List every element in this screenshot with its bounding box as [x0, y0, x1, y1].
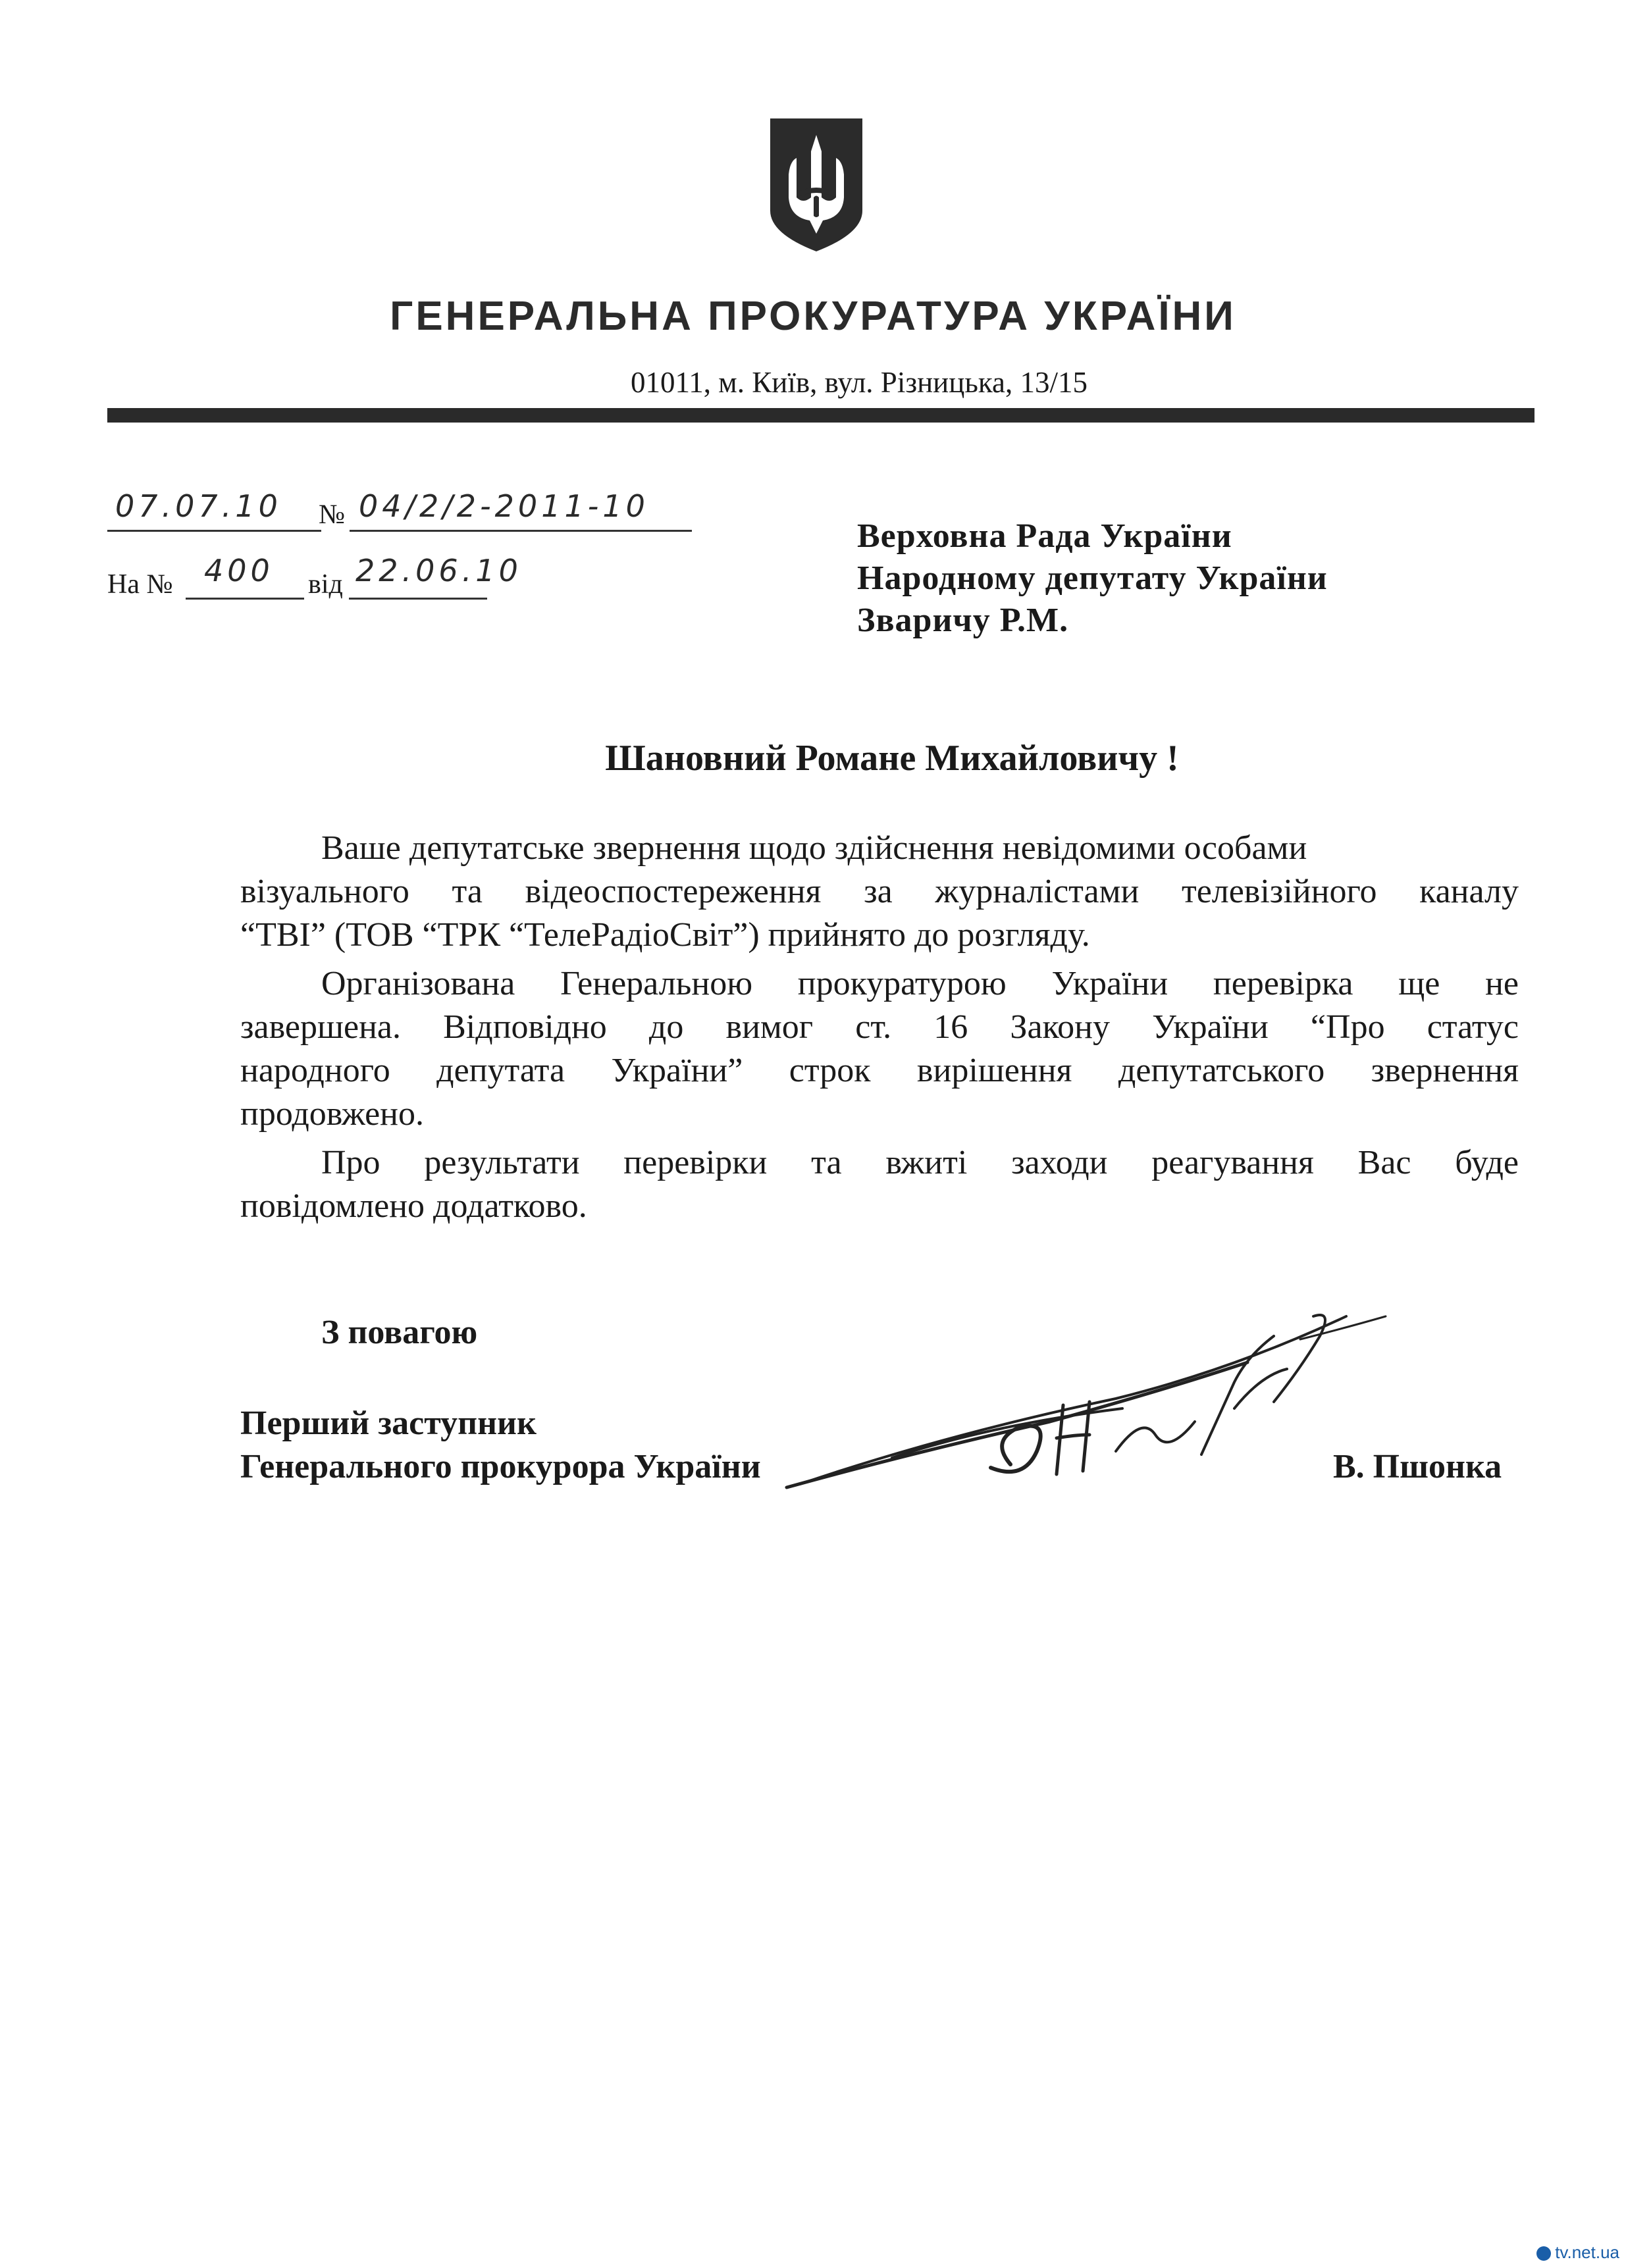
outgoing-number-label: № — [319, 500, 346, 530]
watermark-text: tv.net.ua — [1555, 2242, 1619, 2262]
handwritten-signature — [774, 1290, 1399, 1507]
paragraph-1-line-1: Ваше депутатське звернення щодо здійснення невідомими особами — [321, 829, 1307, 867]
paragraph-3-line-2: повідомлено додатково. — [240, 1187, 587, 1225]
organization-title: ГЕНЕРАЛЬНА ПРОКУРАТУРА УКРАЇНИ — [390, 294, 1236, 339]
paragraph-2-line-2: завершена. Відповідно до вимог ст. 16 Закону України “Про статус — [240, 1008, 1519, 1046]
reply-to-date-underline — [349, 598, 487, 600]
paragraph-1-line-3: “ТВІ” (ТОВ “ТРК “ТелеРадіоСвіт”) прийнято до розгляду. — [240, 916, 1090, 954]
signatory-position-line-2: Генерального прокурора України — [240, 1448, 761, 1485]
signatory-position-line-1: Перший заступник — [240, 1405, 537, 1442]
closing: З повагою — [321, 1314, 478, 1351]
outgoing-number-underline — [350, 530, 692, 532]
addressee-line-1: Верховна Рада України — [857, 517, 1232, 555]
reply-to-label: На № — [107, 569, 173, 600]
header-divider — [107, 408, 1534, 423]
signatory-name: В. Пшонка — [1333, 1448, 1502, 1485]
outgoing-date: 07.07.10 — [115, 488, 282, 524]
paragraph-2-line-1: Організована Генеральною прокуратурою України перевірка ще не — [321, 965, 1519, 1002]
organization-address: 01011, м. Київ, вул. Різницька, 13/15 — [630, 366, 1088, 399]
reply-to-number: 400 — [204, 553, 274, 588]
reply-to-date: 22.06.10 — [355, 553, 522, 588]
outgoing-date-underline — [107, 530, 321, 532]
watermark-logo — [1536, 2242, 1619, 2263]
addressee-line-2: Народному депутату України — [857, 559, 1328, 597]
watermark-icon — [1536, 2246, 1551, 2261]
addressee-line-3: Зваричу Р.М. — [857, 602, 1069, 639]
from-label: від — [308, 569, 343, 600]
paragraph-2-line-3: народного депутата України” строк вирішення депутатського звернення — [240, 1052, 1519, 1089]
paragraph-2-line-4: продовжено. — [240, 1095, 424, 1133]
paragraph-1-line-2: візуального та відеоспостереження за журналістами телевізійного каналу — [240, 873, 1519, 910]
reply-to-number-underline — [186, 598, 304, 600]
coat-of-arms-icon — [764, 112, 869, 257]
salutation: Шановний Романе Михайловичу ! — [605, 738, 1179, 779]
outgoing-number: 04/2/2-2011-10 — [359, 488, 649, 524]
paragraph-3-line-1: Про результати перевірки та вжиті заходи реагування Вас буде — [321, 1144, 1519, 1181]
